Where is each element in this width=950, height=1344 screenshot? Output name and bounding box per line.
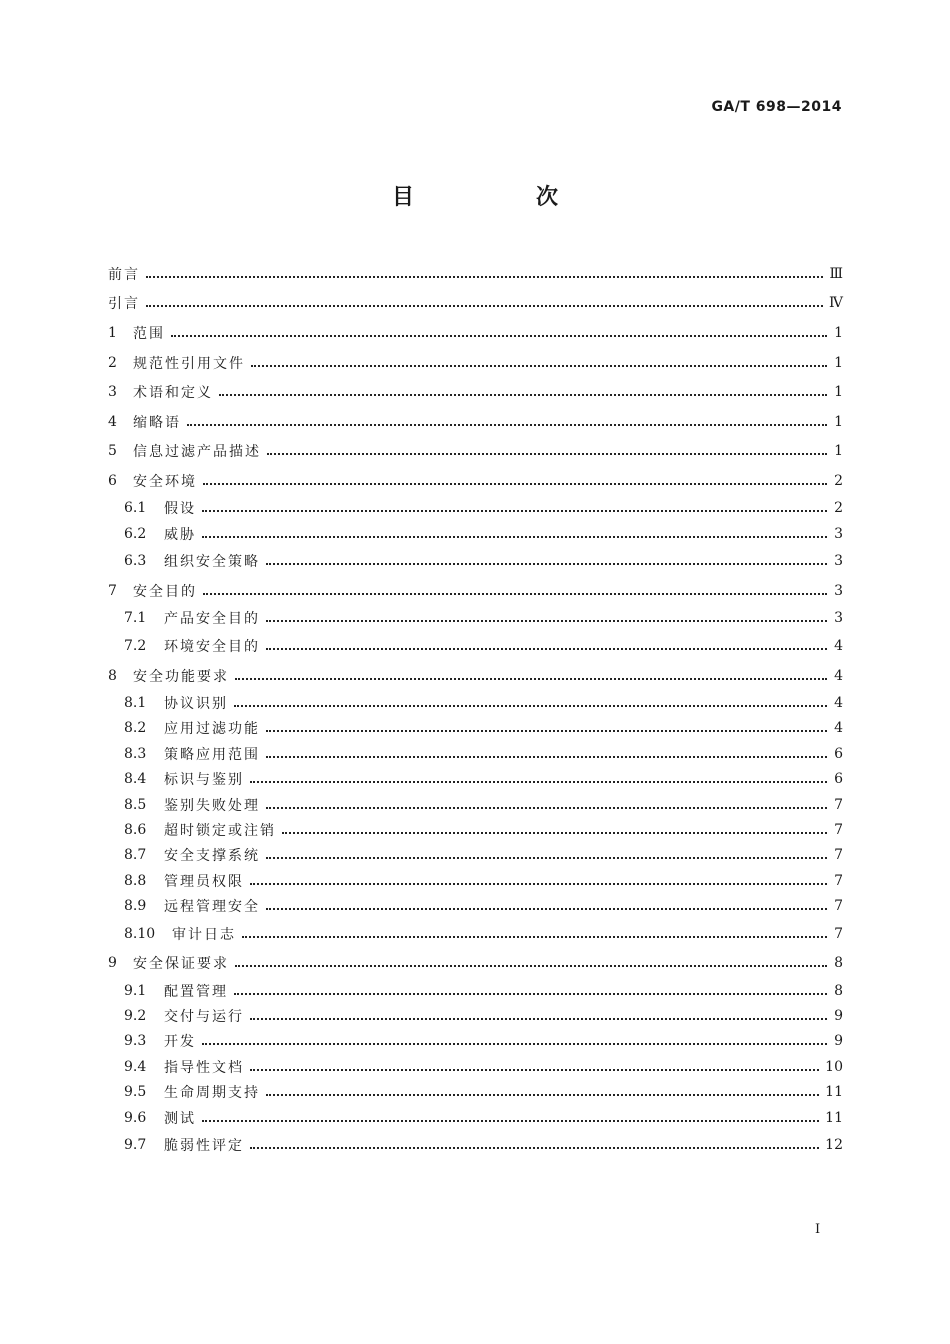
toc-entry[interactable] (108, 948, 843, 978)
toc-leader-dots (146, 276, 823, 278)
toc-entry[interactable] (108, 843, 843, 868)
toc-entry-number: 1 (108, 324, 117, 341)
toc-entry-title: 信息过滤产品描述 (133, 444, 261, 461)
toc-entry-number: 8.6 (124, 821, 147, 838)
toc-entry-number: 8.8 (124, 872, 147, 889)
toc-entry-page: Ⅲ (829, 265, 843, 282)
toc-entry-title: 配置管理 (164, 983, 228, 1000)
toc-entry-title: 安全环境 (133, 473, 197, 490)
toc-entry[interactable] (108, 893, 843, 918)
toc-entry-number: 8.7 (124, 847, 147, 864)
toc-entry-title: 脆弱性评定 (164, 1138, 244, 1155)
toc-leader-dots (235, 965, 827, 967)
toc-leader-dots (203, 593, 827, 595)
table-of-contents (108, 259, 843, 1160)
toc-leader-dots (250, 1018, 827, 1020)
toc-entry-page: 10 (825, 1058, 843, 1075)
toc-entry-page: 7 (834, 847, 843, 864)
toc-entry-number: 8 (108, 667, 117, 684)
toc-entry[interactable] (108, 716, 843, 741)
toc-leader-dots (234, 993, 827, 995)
toc-leader-dots (266, 563, 827, 565)
toc-entry[interactable] (108, 496, 843, 521)
toc-entry[interactable] (108, 318, 843, 348)
toc-entry-title: 生命周期支持 (164, 1085, 260, 1102)
toc-entry[interactable] (108, 690, 843, 715)
toc-leader-dots (251, 365, 827, 367)
toc-entry-title: 管理员权限 (164, 873, 244, 890)
toc-entry-title: 引言 (108, 296, 140, 313)
toc-entry-number: 6 (108, 472, 117, 489)
toc-entry-title: 范围 (133, 325, 165, 342)
toc-entry-page: 12 (825, 1137, 843, 1154)
toc-leader-dots (267, 453, 827, 455)
toc-entry-title: 规范性引用文件 (133, 355, 245, 372)
toc-entry-title: 安全功能要求 (133, 668, 229, 685)
toc-entry-number: 9 (108, 955, 117, 972)
toc-entry-number: 9.2 (124, 1008, 147, 1025)
toc-entry-page: 1 (834, 324, 843, 341)
toc-entry[interactable] (108, 407, 843, 437)
toc-entry-number: 4 (108, 413, 117, 430)
toc-entry-number: 9.7 (124, 1137, 147, 1154)
toc-entry-page: 4 (834, 637, 843, 654)
toc-entry-page: 8 (834, 955, 843, 972)
toc-entry-page: 9 (834, 1033, 843, 1050)
toc-leader-dots (202, 536, 827, 538)
toc-entry[interactable] (108, 521, 843, 546)
toc-entry-page: 3 (834, 553, 843, 570)
toc-entry-title: 标识与鉴别 (164, 772, 244, 789)
toc-leader-dots (202, 1120, 819, 1122)
toc-entry[interactable] (108, 1054, 843, 1079)
toc-leader-dots (187, 424, 827, 426)
toc-entry[interactable] (108, 1029, 843, 1054)
toc-leader-dots (202, 510, 827, 512)
toc-entry-title: 安全保证要求 (133, 956, 229, 973)
toc-entry-title: 指导性文档 (164, 1059, 244, 1076)
toc-entry-title: 安全目的 (133, 583, 197, 600)
toc-entry-number: 8.2 (124, 720, 147, 737)
toc-entry-title: 缩略语 (133, 414, 181, 431)
toc-entry-page: 3 (834, 610, 843, 627)
toc-entry-number: 7 (108, 582, 117, 599)
toc-entry-title: 超时锁定或注销 (164, 822, 276, 839)
toc-entry-number: 9.4 (124, 1058, 147, 1075)
toc-entry-number: 6.3 (124, 553, 147, 570)
toc-leader-dots (266, 756, 827, 758)
toc-entry[interactable] (108, 377, 843, 407)
toc-entry[interactable] (108, 766, 843, 791)
toc-entry[interactable] (108, 466, 843, 496)
toc-entry-page: 3 (834, 582, 843, 599)
toc-entry-page: 11 (825, 1084, 843, 1101)
toc-leader-dots (235, 678, 827, 680)
toc-entry-title: 组织安全策略 (164, 554, 260, 571)
toc-entry[interactable] (108, 348, 843, 378)
toc-entry-page: 3 (834, 525, 843, 542)
toc-entry-number: 8.3 (124, 745, 147, 762)
standard-code: GA/T 698—2014 (711, 99, 842, 115)
toc-entry-title: 远程管理安全 (164, 899, 260, 916)
toc-entry[interactable] (108, 437, 843, 467)
toc-entry[interactable] (108, 817, 843, 842)
toc-entry-title: 应用过滤功能 (164, 721, 260, 738)
toc-entry-number: 8.4 (124, 771, 147, 788)
toc-entry-number: 9.5 (124, 1084, 147, 1101)
toc-entry-page: 2 (834, 472, 843, 489)
toc-entry-number: 9.1 (124, 982, 147, 999)
toc-entry-title: 前言 (108, 266, 140, 283)
toc-entry[interactable] (108, 289, 843, 319)
toc-leader-dots (250, 1069, 819, 1071)
toc-leader-dots (250, 781, 827, 783)
toc-entry-page: 4 (834, 694, 843, 711)
toc-entry-number: 6.2 (124, 525, 147, 542)
toc-entry-number: 8.1 (124, 694, 147, 711)
toc-entry[interactable] (108, 792, 843, 817)
toc-entry-title: 环境安全目的 (164, 638, 260, 655)
toc-entry-title: 产品安全目的 (164, 611, 260, 628)
toc-leader-dots (266, 807, 827, 809)
toc-leader-dots (203, 483, 827, 485)
toc-leader-dots (250, 1147, 819, 1149)
toc-leader-dots (202, 1043, 827, 1045)
toc-leader-dots (234, 705, 827, 707)
toc-entry-number: 9.3 (124, 1033, 147, 1050)
toc-leader-dots (266, 620, 827, 622)
toc-entry-number: 7.1 (124, 610, 147, 627)
toc-entry-title: 测试 (164, 1110, 196, 1127)
toc-entry-page: 4 (834, 720, 843, 737)
toc-entry-page: 6 (834, 771, 843, 788)
page-title: 目 次 (391, 185, 608, 210)
toc-entry-number: 9.6 (124, 1109, 147, 1126)
toc-leader-dots (282, 832, 827, 834)
toc-entry-title: 威胁 (164, 526, 196, 543)
toc-entry-page: 1 (834, 384, 843, 401)
toc-entry-page: 1 (834, 413, 843, 430)
toc-entry-page: 11 (825, 1109, 843, 1126)
footer-page-number: Ⅰ (815, 1222, 821, 1237)
toc-entry-number: 8.9 (124, 898, 147, 915)
toc-entry-number: 6.1 (124, 500, 147, 517)
toc-leader-dots (266, 1094, 819, 1096)
toc-entry-title: 安全支撑系统 (164, 848, 260, 865)
toc-entry[interactable] (108, 741, 843, 766)
toc-entry-page: 7 (834, 925, 843, 942)
toc-entry[interactable] (108, 1003, 843, 1028)
toc-entry-number: 8.10 (124, 925, 156, 942)
toc-entry-title: 术语和定义 (133, 385, 213, 402)
toc-entry-page: 2 (834, 500, 843, 517)
toc-entry-page: 9 (834, 1008, 843, 1025)
toc-leader-dots (266, 857, 827, 859)
toc-entry-page: 7 (834, 898, 843, 915)
toc-entry[interactable] (108, 1130, 843, 1160)
toc-leader-dots (250, 883, 827, 885)
toc-entry-number: 7.2 (124, 637, 147, 654)
toc-entry-title: 策略应用范围 (164, 746, 260, 763)
toc-entry-page: 1 (834, 443, 843, 460)
toc-entry[interactable] (108, 631, 843, 661)
toc-entry-number: 5 (108, 443, 117, 460)
toc-entry-title: 鉴别失败处理 (164, 797, 260, 814)
toc-entry[interactable] (108, 919, 843, 949)
toc-entry-number: 3 (108, 384, 117, 401)
toc-entry[interactable] (108, 606, 843, 631)
toc-entry-title: 协议识别 (164, 695, 228, 712)
toc-leader-dots (171, 335, 827, 337)
toc-entry-page: 7 (834, 821, 843, 838)
toc-leader-dots (266, 908, 827, 910)
toc-entry-number: 8.5 (124, 796, 147, 813)
toc-entry[interactable] (108, 576, 843, 606)
toc-leader-dots (219, 394, 827, 396)
toc-entry-title: 假设 (164, 501, 196, 518)
toc-entry-title: 审计日志 (172, 926, 236, 943)
toc-entry-page: Ⅳ (829, 295, 843, 312)
toc-entry-page: 7 (834, 796, 843, 813)
toc-entry[interactable] (108, 1105, 843, 1130)
toc-entry-page: 8 (834, 982, 843, 999)
toc-leader-dots (146, 305, 823, 307)
toc-leader-dots (266, 730, 827, 732)
toc-entry-page: 1 (834, 354, 843, 371)
toc-entry[interactable] (108, 1080, 843, 1105)
toc-entry-page: 4 (834, 667, 843, 684)
toc-entry[interactable] (108, 868, 843, 893)
toc-entry[interactable] (108, 661, 843, 691)
toc-entry-page: 6 (834, 745, 843, 762)
toc-entry-title: 交付与运行 (164, 1009, 244, 1026)
toc-entry-title: 开发 (164, 1034, 196, 1051)
toc-entry[interactable] (108, 978, 843, 1003)
toc-leader-dots (242, 936, 827, 938)
toc-entry-page: 7 (834, 872, 843, 889)
toc-entry-number: 2 (108, 354, 117, 371)
toc-leader-dots (266, 648, 827, 650)
toc-entry[interactable] (108, 547, 843, 577)
toc-entry[interactable] (108, 259, 843, 289)
